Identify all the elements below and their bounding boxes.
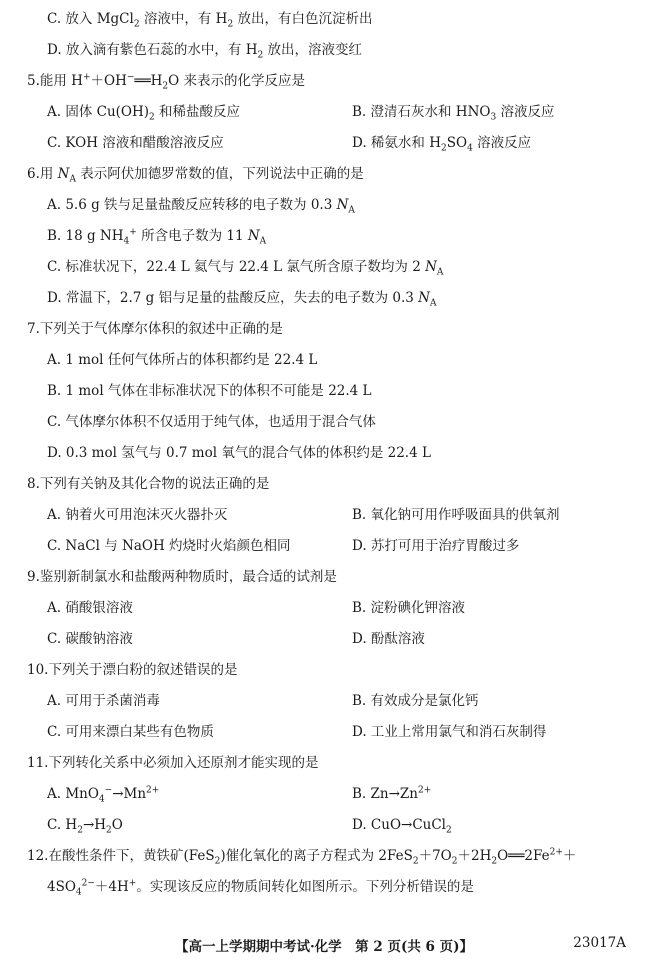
answer-option: C. KOH 溶液和醋酸溶液反应	[47, 135, 224, 151]
answer-option: C. $H_2\to H_2O$	[47, 817, 123, 836]
answer-option: C. 可用来漂白某些有色物质	[47, 724, 214, 740]
answer-option: C. 碳酸钠溶液	[47, 631, 133, 647]
answer-option: B. 有效成分是氯化钙	[352, 693, 479, 709]
answer-option: A. 5.6 g 铁与足量盐酸反应转移的电子数为 0.3 $N_A$	[47, 197, 355, 216]
answer-option: D. 0.3 mol 氢气与 0.7 mol 氧气的混合气体的体积约是 22.4 L	[47, 445, 431, 461]
answer-option: D. 稀氨水和 $H_2SO_4$ 溶液反应	[352, 135, 532, 154]
question-stem: 12.在酸性条件下，黄铁矿(FeS$_2$)催化氧化的离子方程式为 $2FeS_2+7O_2+2H_2O══2Fe^{2+}+$	[27, 847, 577, 867]
answer-option: D. 工业上常用氯气和消石灰制得	[352, 724, 547, 740]
answer-option: C. NaCl 与 NaOH 灼烧时火焰颜色相同	[47, 538, 291, 554]
answer-option: D. 常温下，2.7 g 铝与足量的盐酸反应，失去的电子数为 0.3 $N_A$	[47, 290, 437, 309]
answer-option: B. 18 g $NH_4^+$ 所含电子数为 11 $N_A$	[47, 227, 267, 247]
answer-option: B. 澄清石灰水和 $HNO_3$ 溶液反应	[352, 104, 555, 123]
answer-option: A. 固体 $Cu(OH)_2$ 和稀盐酸反应	[47, 104, 241, 123]
answer-option: A. $MnO_4^-\to Mn^{2+}$	[47, 785, 160, 805]
page-footer-code: 23017A	[573, 935, 626, 951]
answer-option: A. 1 mol 任何气体所占的体积都约是 22.4 L	[47, 352, 318, 368]
answer-option: A. 可用于杀菌消毒	[47, 693, 160, 709]
answer-option: D. CuO→CuCl$_2$	[352, 817, 452, 836]
question-stem: 7.下列关于气体摩尔体积的叙述中正确的是	[27, 321, 283, 337]
answer-option: B. 1 mol 气体在非标准状况下的体积不可能是 22.4 L	[47, 383, 372, 399]
question-stem: 6.用 $N_A$ 表示阿伏加德罗常数的值，下列说法中正确的是	[27, 166, 364, 185]
answer-option: D. 放入滴有紫色石蕊的水中，有 $H_2$ 放出，溶液变红	[47, 42, 363, 61]
question-stem: 11.下列转化关系中必须加入还原剂才能实现的是	[27, 755, 319, 771]
answer-option: A. 钠着火可用泡沫灭火器扑灭	[47, 507, 228, 523]
answer-option: C. 标准状况下，22.4 L 氦气与 22.4 L 氯气所含原子数均为 2 $N_A$	[47, 259, 444, 278]
answer-option: D. 苏打可用于治疗胃酸过多	[352, 538, 520, 554]
answer-option: D. 酚酞溶液	[352, 631, 425, 647]
question-stem: 5.能用 $H^++OH^-══H_2O$ 来表示的化学反应是	[27, 72, 306, 92]
page-footer-title: 【高一上学期期中考试·化学 第 2 页(共 6 页)】	[174, 939, 474, 955]
answer-option: B. $Zn\to Zn^{2+}$	[352, 785, 432, 802]
answer-option: B. 淀粉碘化钾溶液	[352, 600, 466, 616]
answer-option: A. 硝酸银溶液	[47, 600, 133, 616]
answer-option: $4SO_4^{2-}+4H^+$。实现该反应的物质间转化如图所示。下列分析错误的是	[47, 878, 474, 898]
answer-option: B. 氧化钠可用作呼吸面具的供氧剂	[352, 507, 560, 523]
question-stem: 9.鉴别新制氯水和盐酸两种物质时，最合适的试剂是	[27, 569, 337, 585]
answer-option: C. 放入 MgCl$_2$ 溶液中，有 $H_2$ 放出，有白色沉淀析出	[47, 11, 373, 30]
question-stem: 10.下列关于漂白粉的叙述错误的是	[27, 662, 238, 678]
question-stem: 8.下列有关钠及其化合物的说法正确的是	[27, 476, 270, 492]
answer-option: C. 气体摩尔体积不仅适用于纯气体，也适用于混合气体	[47, 414, 376, 430]
